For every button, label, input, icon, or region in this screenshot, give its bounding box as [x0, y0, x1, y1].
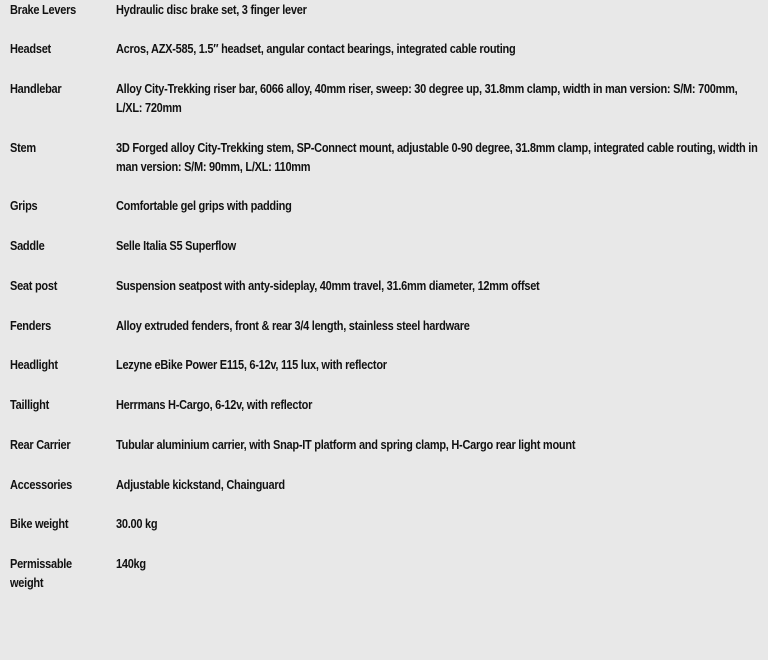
spec-value: [116, 237, 768, 256]
spec-label: Saddle: [10, 239, 45, 253]
spec-value-text: 3D Forged alloy City-Trekking stem, SP-Connect mount, adjustable 0-90 degree, 31.8mm clamp, integrated cable routing, width in man version: S/M: 90mm, L/XL: 110mm: [116, 141, 758, 174]
spec-value-text: Comfortable gel grips with padding: [116, 199, 292, 213]
spec-value-text: 140kg: [116, 557, 146, 571]
spec-label: Headlight: [10, 358, 58, 372]
spec-label: Headset: [10, 42, 51, 56]
spec-row-saddle: [0, 237, 768, 256]
spec-label: Seat post: [10, 279, 58, 293]
spec-row-brake-levers: [0, 1, 768, 20]
spec-label: Permissable weight: [10, 557, 72, 590]
spec-label: Taillight: [10, 398, 49, 412]
spec-value-text: Hydraulic disc brake set, 3 finger lever: [116, 3, 307, 17]
spec-value: [116, 356, 768, 375]
spec-row-seat-post: [0, 277, 768, 296]
spec-value: [116, 555, 768, 574]
spec-label: Accessories: [10, 478, 72, 492]
spec-value-text: Alloy City-Trekking riser bar, 6066 alloy, 40mm riser, sweep: 30 degree up, 31.8mm clamp, width in man version: S/M: 700mm, L/XL: 720mm: [116, 82, 738, 115]
spec-value-text: Herrmans H-Cargo, 6-12v, with reflector: [116, 398, 313, 412]
spec-value: [116, 277, 768, 296]
spec-row-fenders: [0, 317, 768, 336]
spec-value: [116, 515, 768, 534]
spec-value: [116, 476, 768, 495]
spec-value: [116, 40, 768, 59]
spec-value: [116, 80, 768, 118]
spec-label: Fenders: [10, 319, 51, 333]
spec-value-text: 30.00 kg: [116, 517, 158, 531]
spec-row-headset: [0, 40, 768, 59]
spec-label: Rear Carrier: [10, 438, 71, 452]
spec-value-text: Lezyne eBike Power E115, 6-12v, 115 lux, with reflector: [116, 358, 387, 372]
spec-row-stem: [0, 139, 768, 177]
spec-row-bike-weight: [0, 515, 768, 534]
spec-row-headlight: [0, 356, 768, 375]
spec-value-text: Selle Italia S5 Superflow: [116, 239, 236, 253]
spec-row-rear-carrier: [0, 436, 768, 455]
spec-label: Stem: [10, 141, 36, 155]
spec-value-text: Adjustable kickstand, Chainguard: [116, 478, 285, 492]
spec-label: Brake Levers: [10, 3, 76, 17]
spec-label: Bike weight: [10, 517, 69, 531]
spec-value-text: Suspension seatpost with anty-sideplay, 40mm travel, 31.6mm diameter, 12mm offset: [116, 279, 540, 293]
spec-value: [116, 317, 768, 336]
spec-value: [116, 197, 768, 216]
spec-row-accessories: [0, 476, 768, 495]
spec-value-text: Alloy extruded fenders, front & rear 3/4 length, stainless steel hardware: [116, 319, 470, 333]
spec-row-permissable-weight: [0, 555, 768, 593]
spec-value: [116, 1, 768, 20]
spec-value-text: Acros, AZX-585, 1.5″ headset, angular contact bearings, integrated cable routing: [116, 42, 516, 56]
spec-row-taillight: [0, 396, 768, 415]
spec-value: [116, 436, 768, 455]
spec-value: [116, 396, 768, 415]
spec-label: Handlebar: [10, 82, 62, 96]
spec-label: Grips: [10, 199, 38, 213]
spec-value: [116, 139, 768, 177]
spec-value-text: Tubular aluminium carrier, with Snap-IT platform and spring clamp, H-Cargo rear light mount: [116, 438, 576, 452]
spec-row-grips: [0, 197, 768, 216]
spec-row-handlebar: [0, 80, 768, 118]
